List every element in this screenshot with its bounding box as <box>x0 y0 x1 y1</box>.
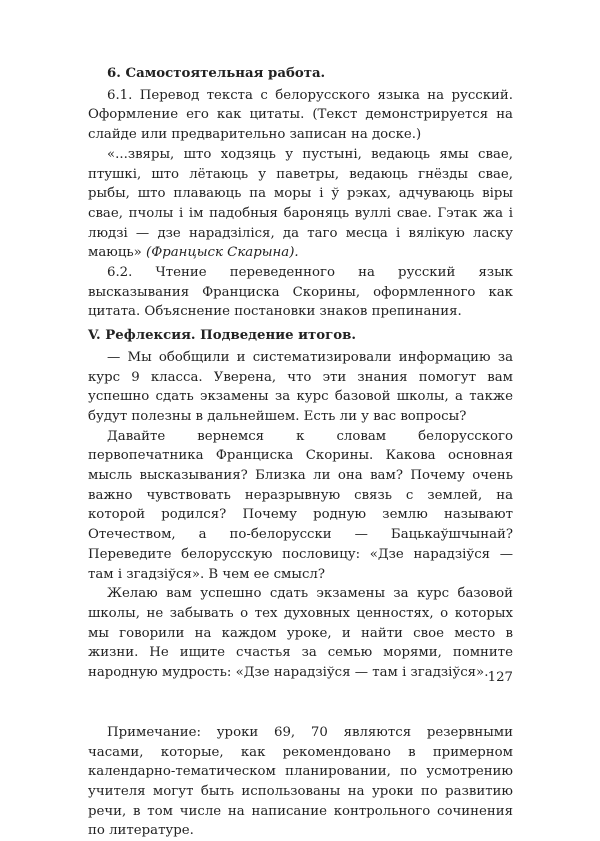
quote-author: (Францыск Скарына). <box>146 245 299 261</box>
reflection-paragraph: Давайте вернемся к словам белорусского первопечатника Франциска Скорины. Какова основная мысль высказывания? Близка ли она вам? Почему очень важно чувствовать неразрывную связь с землей, на которой родился? Почему родную землю называют Отечеством, а по-белорусски — Бацькаўшчынай? Переведите белорусскую пословицу: «Дзе нарадзіўся — там і згадзіўся». В чем ее смысл? <box>88 428 513 582</box>
reflection-paragraph: Желаю вам успешно сдать экзамены за курс базовой школы, не забывать о тех духовных ценностях, о которых мы говорили на каждом уроке, и найти свое место в жизни. Не ищите счастья за семью морями, помните народную мудрость: «Дзе нарадзіўся — там і згадзіўся». <box>88 586 513 681</box>
footnote-note: Примечание: уроки 69, 70 являются резервными часами, которые, как рекомендовано в примерном календарно-тематическом планировании, по усмотрению учителя могут быть использованы на уроки по развитию речи, в том числе на написание контрольного сочинения по литературе. <box>88 724 513 839</box>
section-6-heading: 6. Самостоятельная работа. <box>107 66 326 81</box>
task-6-2: 6.2. Чтение переведенного на русский язык высказывания Франциска Скорины, оформленного как цитата. Объяснение постановки знаков препинания. <box>88 265 513 320</box>
quote-text: «...звяры, што ходзяць у пустыні, ведаюць ямы свае, птушкі, што лётаюць у паветры, ведаюць гнёзды свае, рыбы, што плаваюць па моры і ў рэках, адчуваюць віры свае, пчолы і ім падобныя бароняць вуллі свае. Гэтак жа і людзі — дзе нарадзіліся, да таго месца і вялікую ласку маюць» <box>88 146 513 261</box>
section-5-heading: V. Рефлексия. Подведение итогов. <box>88 328 357 344</box>
reflection-paragraph: — Мы обобщили и систематизировали информацию за курс 9 класса. Уверена, что эти знания помогут вам успешно сдать экзамены за курс базовой школы, а также будут полезны в дальнейшем. Есть ли у вас вопросы? <box>88 349 513 424</box>
page-number: 127 <box>487 670 513 685</box>
task-6-1: 6.1. Перевод текста с белорусского языка на русский. Оформление его как цитаты. (Текст демонстрируется на слайде или предварительно записан на доске.) <box>88 87 513 143</box>
belarusian-quote <box>88 145 513 263</box>
page-content <box>88 64 513 841</box>
